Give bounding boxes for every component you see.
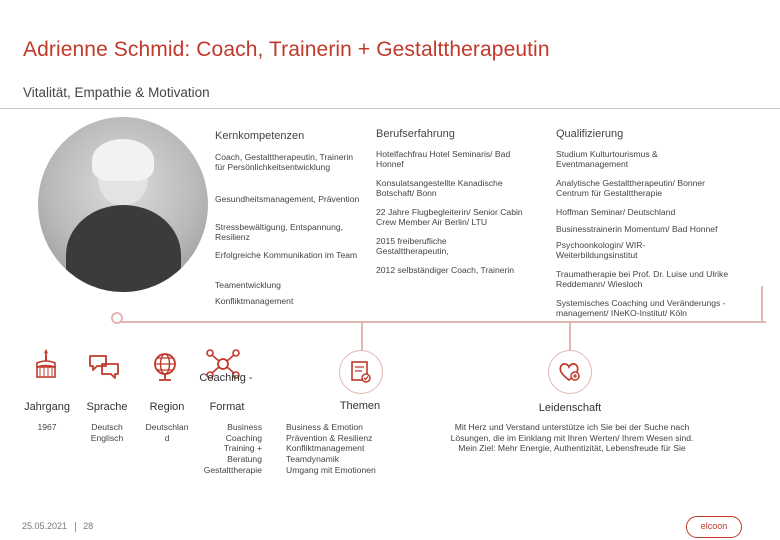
- kernkompetenzen-item-4: Erfolgreiche Kommunikation im Team: [215, 250, 358, 260]
- region-label: Region: [149, 401, 185, 413]
- footer: [22, 521, 93, 532]
- checklist-icon: [339, 350, 383, 394]
- themen-value: Business & Emotion Prävention & Resilienz Konfliktmanagement Teamdynamik Umgang mit Emotionen: [286, 422, 376, 475]
- divider: [0, 108, 780, 109]
- region-value: Deutschlan d: [145, 422, 189, 443]
- qualifizierung-item-3: Hoffman Seminar/ Deutschland: [556, 207, 676, 217]
- sprache-label: Sprache: [86, 401, 128, 413]
- page-subtitle: Vitalität, Empathie & Motivation: [23, 85, 210, 100]
- themen-label: Themen: [339, 400, 381, 412]
- footer-separator: [75, 522, 76, 532]
- berufserfahrung-item-4: 2015 freiberufliche Gestalttherapeutin,: [376, 236, 449, 257]
- kernkompetenzen-item-6: Konfliktmanagement: [215, 296, 294, 306]
- jahrgang-value: 1967: [37, 422, 57, 432]
- kernkompetenzen-item-3: Stressbewältigung, Entspannung, Resilienz: [215, 222, 344, 243]
- format-overlay: Coaching -: [199, 372, 253, 384]
- format-value: Business Coaching Training + Beratung Gestalttherapie: [203, 422, 262, 475]
- berufserfahrung-heading: Berufserfahrung: [376, 128, 455, 140]
- kernkompetenzen-item-2: Gesundheitsmanagement, Prävention: [215, 194, 360, 204]
- qualifizierung-item-6: Traumatherapie bei Prof. Dr. Luise und Ulrike Reddemann/ Wiesloch: [556, 269, 729, 290]
- sprache-value: Deutsch Englisch: [90, 422, 124, 443]
- page-number: 28: [83, 521, 94, 531]
- leidenschaft-value: Mit Herz und Verstand unterstütze ich Sie bei der Suche nach Lösungen, die im Einklang mit Ihren Werten/ Ihrem Wesen sind. Mein Ziel: Mehr Energie, Authentizität, Lebensfreude für Sie: [450, 422, 694, 454]
- timeline-dot: [111, 312, 123, 324]
- berufserfahrung-item-2: Konsulatsangestellte Kanadische Botschaft/ Bonn: [376, 178, 503, 199]
- leidenschaft-label: Leidenschaft: [538, 402, 602, 414]
- speech-bubbles-icon: [88, 353, 120, 381]
- qualifizierung-item-4: Businesstrainerin Momentum/ Bad Honnef: [556, 224, 718, 234]
- cake-icon: [34, 347, 58, 379]
- kernkompetenzen-item-5: Teamentwicklung: [215, 280, 281, 290]
- berufserfahrung-item-5: 2012 selbständiger Coach, Trainerin: [376, 265, 515, 275]
- qualifizierung-heading: Qualifizierung: [556, 128, 624, 140]
- timeline-connector: [761, 286, 763, 322]
- format-label: Format: [209, 401, 245, 413]
- jahrgang-label: Jahrgang: [24, 401, 70, 413]
- qualifizierung-item-1: Studium Kulturtourismus & Eventmanagement: [556, 149, 658, 170]
- connector-themen: [361, 322, 363, 352]
- page-title: Adrienne Schmid: Coach, Trainerin + Gestalttherapeutin: [23, 38, 550, 61]
- qualifizierung-item-2: Analytische Gestalttherapeutin/ Bonner Centrum für Gestalttherapie: [556, 178, 706, 199]
- kernkompetenzen-item-1: Coach, Gestalttherapeutin, Trainerin für Persönlichkeitsentwicklung: [215, 152, 354, 173]
- berufserfahrung-item-3: 22 Jahre Flugbegleiterin/ Senior Cabin Crew Member Air Berlin/ LTU: [376, 207, 523, 228]
- berufserfahrung-item-1: Hotelfachfrau Hotel Seminaris/ Bad Honnef: [376, 149, 511, 170]
- globe-icon: [151, 351, 179, 383]
- qualifizierung-item-5: Psychoonkologin/ WIR-Weiterbildungsinstitut: [556, 240, 646, 261]
- timeline-line: [116, 321, 766, 323]
- portrait-photo: [38, 117, 208, 292]
- company-logo: [686, 516, 742, 538]
- qualifizierung-item-7: Systemisches Coaching und Veränderungs -management/ INeKO-Institut/ Köln: [556, 298, 726, 319]
- kernkompetenzen-heading: Kernkompetenzen: [215, 130, 305, 142]
- footer-date: 25.05.2021: [22, 521, 68, 531]
- heart-icon: [548, 350, 592, 394]
- logo-text: elcoon: [700, 521, 728, 531]
- connector-leidenschaft: [569, 322, 571, 352]
